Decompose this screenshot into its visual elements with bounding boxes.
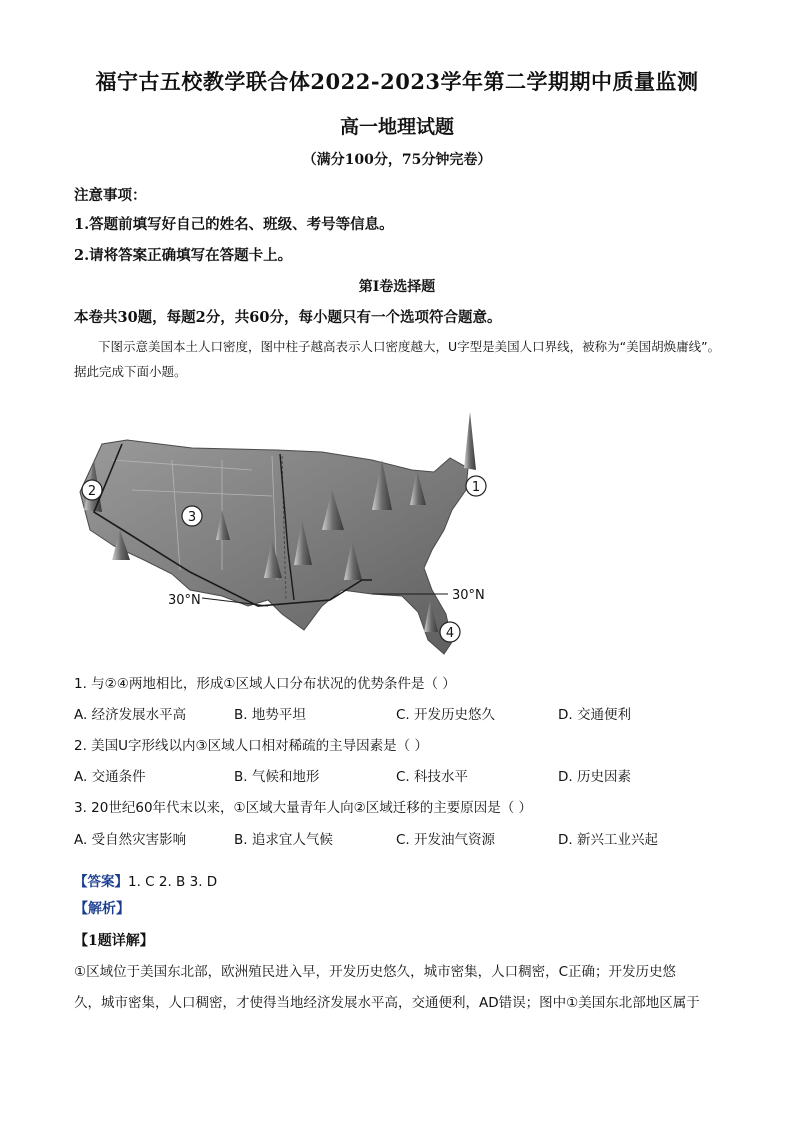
question-3-stem: 3. 20世纪60年代末以来，①区域大量青年人向②区域迁移的主要原因是（ ） [74,800,533,816]
answer-label: 【答案】 [74,874,128,890]
question-2-option-b[interactable]: B. 气候和地形 [234,769,320,785]
analysis-line-2: 久，城市密集，人口稠密，才使得当地经济发展水平高，交通便利，AD错误；图中①美国东北部地区属于 [74,995,700,1011]
exam-score-note: （满分100分，75分钟完卷） [302,152,492,168]
notice-item-2: 2.请将答案正确填写在答题卡上。 [74,247,293,264]
region-marker-2 [82,480,102,500]
analysis-label: 【解析】 [74,901,130,917]
svg-text:3: 3 [187,510,197,525]
svg-text:2: 2 [87,484,97,499]
svg-text:4: 4 [445,626,455,641]
us-population-density-map [72,400,485,662]
question-3-option-c[interactable]: C. 开发油气资源 [396,832,496,848]
region-marker-1 [466,476,486,496]
answer-line [74,870,217,890]
exam-title: 福宁古五校教学联合体2022-2023学年第二学期期中质量监测 [95,69,699,94]
question-intro: 下图示意美国本土人口密度，图中柱子越高表示人口密度越大，U字型是美国人口界线，被称为“美国胡焕庸线”。据此完成下面小题。 [74,339,721,379]
question-1-option-b[interactable]: B. 地势平坦 [234,707,306,723]
answer-value: 1. C 2. B 3. D [128,874,218,890]
question-1-stem: 1. 与②④两地相比，形成①区域人口分布状况的优势条件是（ ） [74,676,456,692]
analysis-paragraph [74,957,724,1019]
latitude-label-west: 30°N [168,593,201,608]
question-2-option-c[interactable]: C. 科技水平 [396,769,469,785]
latitude-label-east: 30°N [452,588,485,603]
map-landmass [80,440,468,654]
analysis-line-1: ①区域位于美国东北部，欧洲殖民进入早，开发历史悠久，城市密集，人口稠密，C正确；开发历史悠 [74,964,677,980]
section-instruction: 本卷共30题，每题2分，共60分，每小题只有一个选项符合题意。 [74,309,502,326]
region-marker-3 [182,506,202,526]
analysis-detail-label: 【1题详解】 [74,933,154,949]
question-2-stem: 2. 美国U字形线以内③区域人口相对稀疏的主导因素是（ ） [74,738,428,754]
section-title: 第Ⅰ卷选择题 [358,279,436,295]
question-1-option-a[interactable]: A. 经济发展水平高 [74,707,187,723]
question-2-option-a[interactable]: A. 交通条件 [74,769,146,785]
question-1-option-d[interactable]: D. 交通便利 [558,707,631,723]
question-2-option-d[interactable]: D. 历史因素 [558,769,631,785]
question-3-option-b[interactable]: B. 追求宜人气候 [234,832,333,848]
exam-subtitle: 高一地理试题 [339,116,454,138]
notice-item-1: 1.答题前填写好自己的姓名、班级、考号等信息。 [74,216,394,233]
question-3-option-d[interactable]: D. 新兴工业兴起 [558,832,658,848]
notice-heading: 注意事项： [74,187,147,204]
question-3-option-a[interactable]: A. 受自然灾害影响 [74,832,187,848]
question-1-option-c[interactable]: C. 开发历史悠久 [396,707,496,723]
region-marker-4 [440,622,460,642]
svg-text:1: 1 [471,480,481,495]
